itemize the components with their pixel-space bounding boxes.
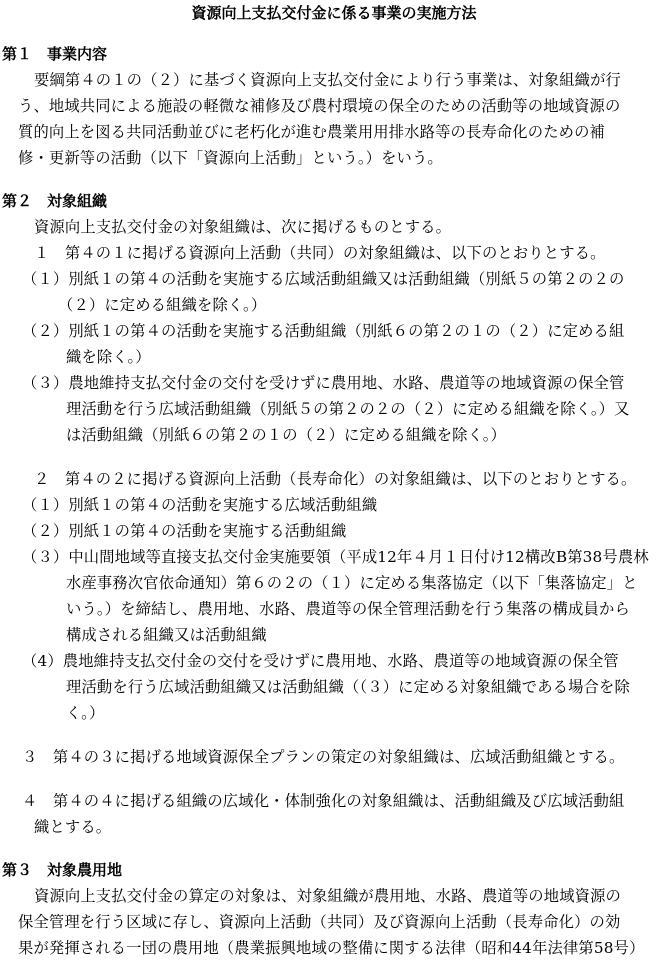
section3-line: 保全管理を行う区域に存し、資源向上活動（共同）及び資源向上活動（長寿命化）の効 bbox=[18, 913, 621, 931]
section2-item4: ４ 第４の４に掲げる組織の広域化・体制強化の対象組織は、活動組織及び広域活動組 bbox=[22, 792, 625, 810]
section2-item1-sub3-cont: は活動組織（別紙６の第２の１の（２）に定める組織を除く。） bbox=[66, 426, 507, 444]
section1-line: 要綱第４の１の（２）に基づく資源向上支払交付金により行う事業は、対象組織が行 bbox=[34, 71, 621, 89]
section2-item2-sub3-cont: 構成される組織又は活動組織 bbox=[66, 626, 267, 644]
section2-intro: 資源向上支払交付金の対象組織は、次に掲げるものとする。 bbox=[34, 218, 452, 236]
section3-line: 資源向上支払交付金の算定の対象は、対象組織が農用地、水路、農道等の地域資源の bbox=[34, 887, 621, 905]
section2-item1-lead: １ 第４の１に掲げる資源向上活動（共同）の対象組織は、以下のとおりとする。 bbox=[34, 244, 606, 262]
section1-line: 質的向上を図る共同活動並びに老朽化が進む農業用用排水路等の長寿命化のための補 bbox=[18, 123, 605, 141]
section2-item2-sub4-cont: 理活動を行う広域活動組織又は活動組織（（３）に定める対象組織である場合を除 bbox=[66, 678, 630, 696]
section2-item2-sub4: （4）農地維持支払交付金の交付を受けずに農用地、水路、農道等の地域資源の保全管 bbox=[22, 652, 619, 670]
section3-line: 果が発揮される一団の農用地（農業振興地域の整備に関する法律（昭和44年法律第58号） bbox=[18, 939, 645, 957]
section2-item1-sub3-cont: 理活動を行う広域活動組織（別紙５の第２の２の（２）に定める組織を除く。）又 bbox=[66, 400, 630, 418]
section2-item2-sub1: （１）別紙１の第４の活動を実施する広域活動組織 bbox=[22, 496, 378, 514]
section2-item2-sub3-cont: いう。）を締結し、農用地、水路、農道等の保全管理活動を行う集落の構成員から bbox=[66, 600, 630, 618]
section2-item1-sub2: （２）別紙１の第４の活動を実施する活動組織（別紙６の第２の１の（２）に定める組 bbox=[22, 322, 625, 340]
section2-item1-sub3: （３）農地維持支払交付金の交付を受けずに農用地、水路、農道等の地域資源の保全管 bbox=[22, 374, 625, 392]
section2-item3: ３ 第４の３に掲げる地域資源保全プランの策定の対象組織は、広域活動組織とする。 bbox=[22, 748, 625, 766]
section2-item1-sub2-cont: 織を除く。） bbox=[66, 348, 151, 366]
document-title: 資源向上支払交付金に係る事業の実施方法 bbox=[191, 4, 477, 22]
section3-heading: 第３ 対象農用地 bbox=[2, 861, 123, 879]
section2-heading: 第２ 対象組織 bbox=[2, 192, 108, 210]
section2-item2-sub3-cont: 水産事務次官依命通知）第６の２の（１）に定める集落協定（以下「集落協定」と bbox=[66, 574, 638, 592]
section2-item2-sub2: （２）別紙１の第４の活動を実施する活動組織 bbox=[22, 522, 347, 540]
section2-item2-sub4-cont: く。） bbox=[66, 704, 105, 722]
section2-item4-cont: 織とする。 bbox=[34, 818, 112, 836]
section2-item1-sub1: （１）別紙１の第４の活動を実施する広域活動組織又は活動組織（別紙５の第２の２の bbox=[22, 270, 625, 288]
section1-line: 修・更新等の活動（以下「資源向上活動」という。）をいう。 bbox=[18, 149, 443, 167]
section2-item2-lead: ２ 第４の２に掲げる資源向上活動（長寿命化）の対象組織は、以下のとおりとする。 bbox=[34, 470, 637, 488]
section2-item2-sub3: （３）中山間地域等直接支払交付金実施要領（平成12年４月１日付け12構改B第38号農林 bbox=[22, 548, 649, 566]
section1-heading: 第１ 事業内容 bbox=[2, 45, 108, 63]
section2-item1-sub1-cont: （２）に定める組織を除く。） bbox=[58, 296, 267, 314]
section1-line: う、地域共同による施設の軽微な補修及び農村環境の保全のための活動等の地域資源の bbox=[18, 97, 621, 115]
